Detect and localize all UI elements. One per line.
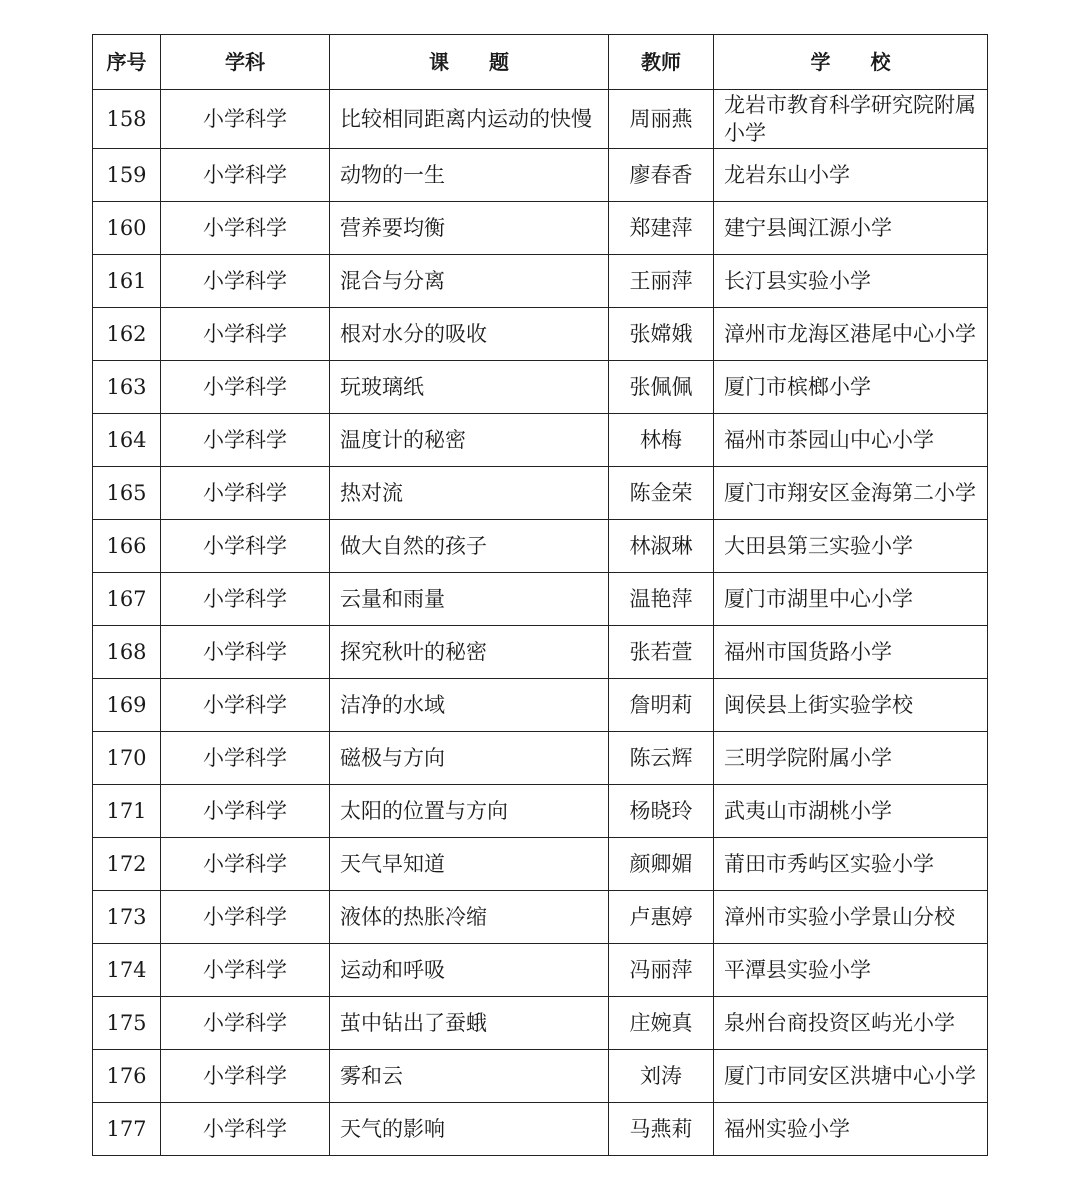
row-school: 漳州市实验小学景山分校 [714,891,988,944]
row-topic: 动物的一生 [330,149,609,202]
row-teacher: 杨晓玲 [609,785,714,838]
table-row [93,997,988,1050]
row-number: 160 [93,202,161,255]
row-subject: 小学科学 [161,149,330,202]
table-row [93,520,988,573]
table-row [93,308,988,361]
row-number: 167 [93,573,161,626]
row-school: 厦门市翔安区金海第二小学 [714,467,988,520]
row-topic: 天气早知道 [330,838,609,891]
row-teacher: 卢惠婷 [609,891,714,944]
row-number: 174 [93,944,161,997]
row-topic: 磁极与方向 [330,732,609,785]
row-teacher: 张若萱 [609,626,714,679]
row-topic: 天气的影响 [330,1103,609,1156]
table-row [93,361,988,414]
row-subject: 小学科学 [161,361,330,414]
row-topic: 液体的热胀冷缩 [330,891,609,944]
row-school: 武夷山市湖桃小学 [714,785,988,838]
row-topic: 探究秋叶的秘密 [330,626,609,679]
row-school: 龙岩东山小学 [714,149,988,202]
table-row [93,732,988,785]
row-school: 福州市茶园山中心小学 [714,414,988,467]
table-row [93,944,988,997]
table-row [93,679,988,732]
header-topic: 课 题 [330,35,609,90]
row-subject: 小学科学 [161,732,330,785]
row-school: 莆田市秀屿区实验小学 [714,838,988,891]
row-subject: 小学科学 [161,838,330,891]
row-teacher: 王丽萍 [609,255,714,308]
row-topic: 热对流 [330,467,609,520]
row-subject: 小学科学 [161,308,330,361]
row-number: 176 [93,1050,161,1103]
row-number: 170 [93,732,161,785]
header-school: 学 校 [714,35,988,90]
row-subject: 小学科学 [161,90,330,149]
table-row [93,255,988,308]
row-teacher: 陈云辉 [609,732,714,785]
table-row [93,149,988,202]
row-school: 闽侯县上街实验学校 [714,679,988,732]
row-school: 厦门市湖里中心小学 [714,573,988,626]
row-topic: 茧中钻出了蚕蛾 [330,997,609,1050]
row-subject: 小学科学 [161,520,330,573]
row-school: 漳州市龙海区港尾中心小学 [714,308,988,361]
row-topic: 根对水分的吸收 [330,308,609,361]
row-number: 177 [93,1103,161,1156]
row-teacher: 陈金荣 [609,467,714,520]
row-school: 长汀县实验小学 [714,255,988,308]
row-subject: 小学科学 [161,785,330,838]
row-teacher: 周丽燕 [609,90,714,149]
row-subject: 小学科学 [161,997,330,1050]
row-teacher: 刘涛 [609,1050,714,1103]
row-topic: 运动和呼吸 [330,944,609,997]
row-teacher: 林梅 [609,414,714,467]
row-teacher: 马燕莉 [609,1103,714,1156]
row-topic: 营养要均衡 [330,202,609,255]
table-row [93,414,988,467]
row-topic: 洁净的水域 [330,679,609,732]
row-subject: 小学科学 [161,626,330,679]
row-topic: 混合与分离 [330,255,609,308]
row-school: 福州市国货路小学 [714,626,988,679]
row-number: 164 [93,414,161,467]
row-teacher: 冯丽萍 [609,944,714,997]
row-teacher: 郑建萍 [609,202,714,255]
table-row [93,1103,988,1156]
row-number: 173 [93,891,161,944]
row-teacher: 廖春香 [609,149,714,202]
row-topic: 比较相同距离内运动的快慢 [330,90,609,149]
table-row [93,1050,988,1103]
row-teacher: 颜卿媚 [609,838,714,891]
row-topic: 玩玻璃纸 [330,361,609,414]
row-subject: 小学科学 [161,1103,330,1156]
table-row [93,785,988,838]
row-number: 161 [93,255,161,308]
table-row [93,467,988,520]
table-header-row [93,35,988,90]
row-topic: 做大自然的孩子 [330,520,609,573]
row-teacher: 林淑琳 [609,520,714,573]
row-subject: 小学科学 [161,467,330,520]
row-number: 159 [93,149,161,202]
row-teacher: 温艳萍 [609,573,714,626]
table-row [93,626,988,679]
row-number: 165 [93,467,161,520]
row-school: 大田县第三实验小学 [714,520,988,573]
row-subject: 小学科学 [161,414,330,467]
row-number: 158 [93,90,161,149]
row-school: 厦门市槟榔小学 [714,361,988,414]
row-number: 162 [93,308,161,361]
row-topic: 云量和雨量 [330,573,609,626]
row-school: 平潭县实验小学 [714,944,988,997]
row-teacher: 张佩佩 [609,361,714,414]
row-subject: 小学科学 [161,202,330,255]
row-number: 172 [93,838,161,891]
row-number: 163 [93,361,161,414]
table-row [93,573,988,626]
header-teacher: 教师 [609,35,714,90]
row-subject: 小学科学 [161,573,330,626]
row-subject: 小学科学 [161,255,330,308]
row-subject: 小学科学 [161,944,330,997]
row-number: 175 [93,997,161,1050]
header-subject: 学科 [161,35,330,90]
row-number: 171 [93,785,161,838]
row-number: 169 [93,679,161,732]
row-topic: 太阳的位置与方向 [330,785,609,838]
table-row [93,891,988,944]
row-school: 福州实验小学 [714,1103,988,1156]
row-teacher: 张嫦娥 [609,308,714,361]
row-teacher: 詹明莉 [609,679,714,732]
row-school: 建宁县闽江源小学 [714,202,988,255]
award-list-table [92,34,988,1156]
row-school: 厦门市同安区洪塘中心小学 [714,1050,988,1103]
table-row [93,202,988,255]
row-school: 龙岩市教育科学研究院附属小学 [714,90,988,149]
row-topic: 雾和云 [330,1050,609,1103]
table-row [93,838,988,891]
row-topic: 温度计的秘密 [330,414,609,467]
row-subject: 小学科学 [161,1050,330,1103]
row-school: 三明学院附属小学 [714,732,988,785]
header-num: 序号 [93,35,161,90]
table-body [93,90,988,1156]
table-row [93,90,988,149]
row-number: 166 [93,520,161,573]
row-subject: 小学科学 [161,679,330,732]
row-subject: 小学科学 [161,891,330,944]
row-teacher: 庄婉真 [609,997,714,1050]
row-number: 168 [93,626,161,679]
row-school: 泉州台商投资区屿光小学 [714,997,988,1050]
